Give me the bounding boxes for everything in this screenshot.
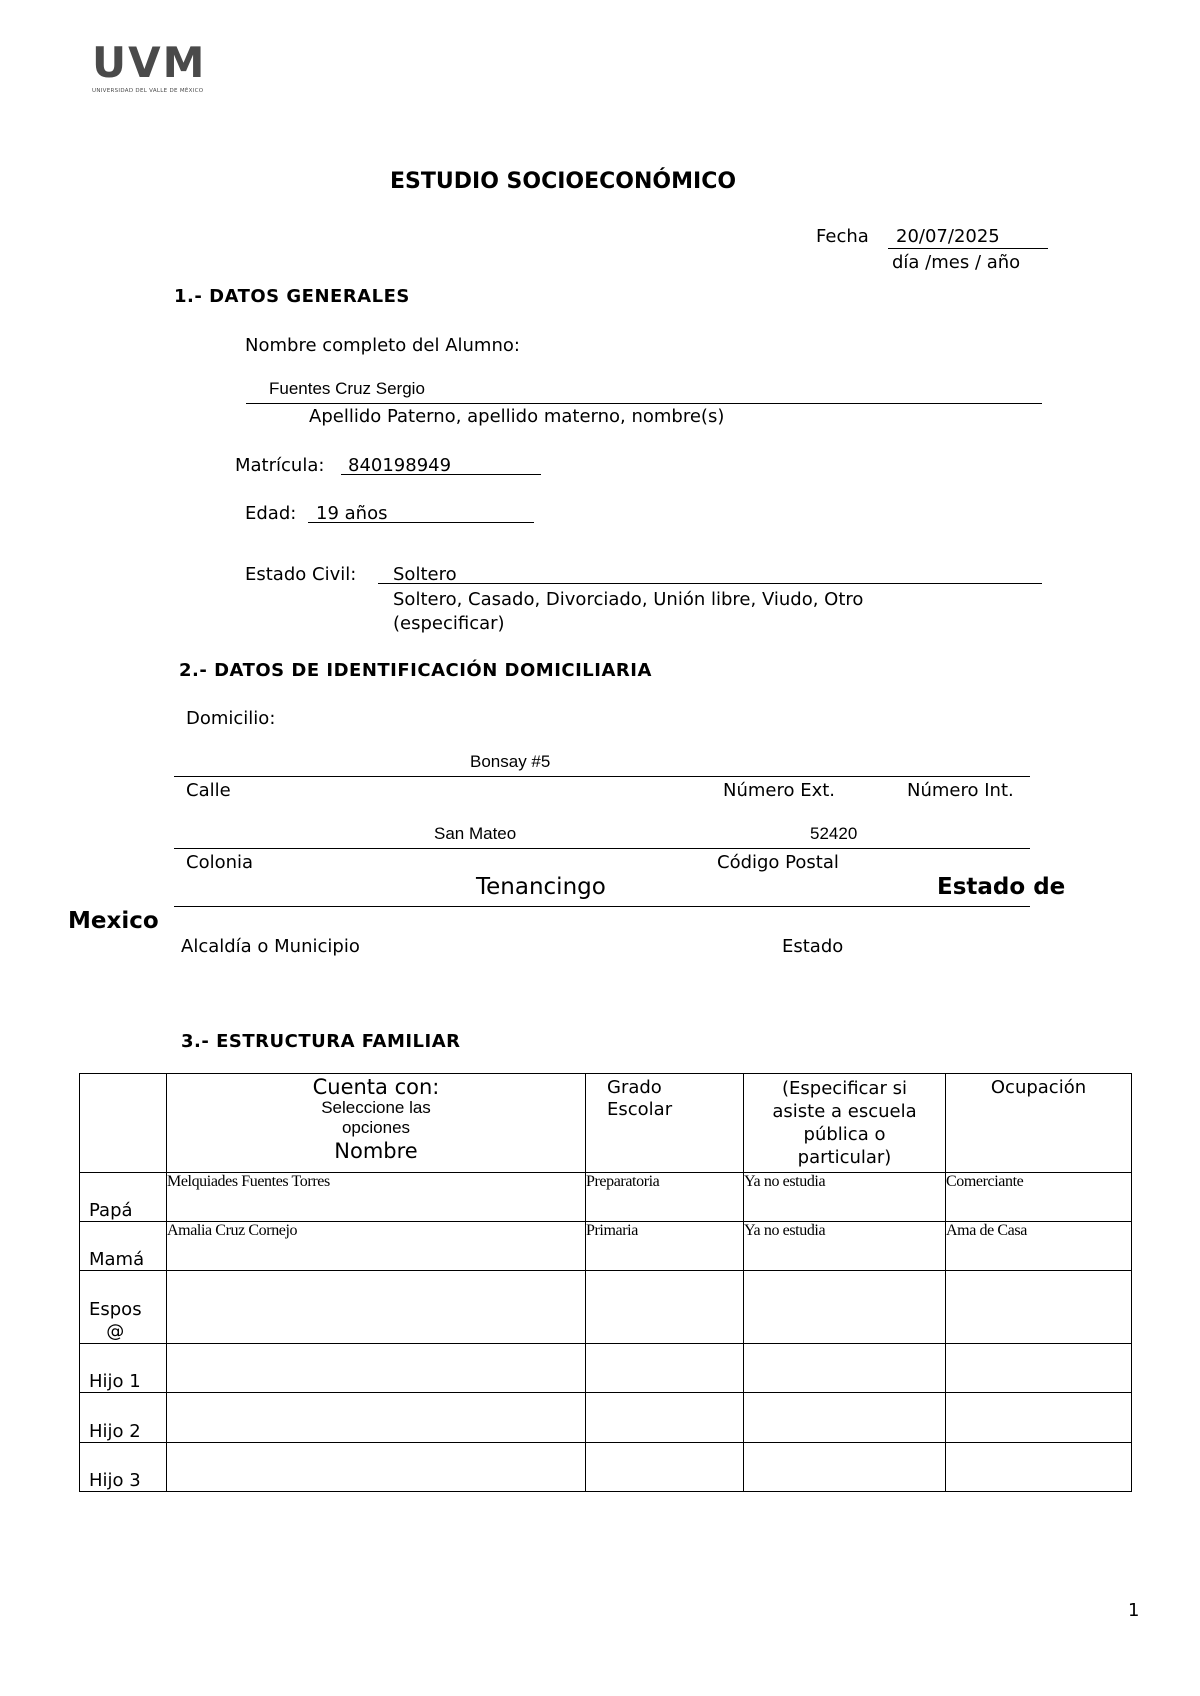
row-label-text-2: @ xyxy=(106,1321,125,1342)
row-label-text: Papá xyxy=(89,1200,133,1221)
hijo3-escuela xyxy=(744,1443,946,1492)
num-ext-label: Número Ext. xyxy=(723,780,836,801)
estado-value-part2: Mexico xyxy=(68,908,159,934)
header-seleccione-1: Seleccione las xyxy=(321,1098,431,1117)
matricula-underline xyxy=(341,474,541,475)
hijo2-ocupacion xyxy=(946,1393,1132,1443)
table-header-row xyxy=(80,1074,1132,1173)
esposo-nombre xyxy=(167,1271,586,1344)
hijo1-ocupacion xyxy=(946,1344,1132,1393)
row-label-hijo3 xyxy=(80,1443,167,1492)
header-nombre-label: Nombre xyxy=(334,1139,418,1163)
estado-civil-value: Soltero xyxy=(393,564,457,585)
fecha-label: Fecha xyxy=(816,226,869,247)
table-row xyxy=(80,1173,1132,1222)
hijo1-escuela xyxy=(744,1344,946,1393)
row-label-text: Mamá xyxy=(89,1249,145,1270)
header-grado-2: Escolar xyxy=(607,1099,673,1120)
edad-label: Edad: xyxy=(245,503,297,524)
hijo1-grado xyxy=(586,1344,744,1393)
edad-underline xyxy=(308,522,534,523)
matricula-label: Matrícula: xyxy=(235,455,325,476)
fecha-value: 20/07/2025 xyxy=(896,226,1000,247)
table-row xyxy=(80,1393,1132,1443)
row-label-text: Hijo 1 xyxy=(89,1371,141,1392)
colonia-value: San Mateo xyxy=(434,824,517,843)
domicilio-label: Domicilio: xyxy=(186,708,276,729)
hijo3-grado xyxy=(586,1443,744,1492)
table-row xyxy=(80,1271,1132,1344)
family-table xyxy=(79,1073,1132,1492)
edad-value: 19 años xyxy=(316,503,388,524)
hijo3-ocupacion xyxy=(946,1443,1132,1492)
hijo1-nombre xyxy=(167,1344,586,1393)
esposo-ocupacion xyxy=(946,1271,1132,1344)
row-label-text-1: Espos xyxy=(89,1299,142,1320)
section2-heading: 2.- DATOS DE IDENTIFICACIÓN DOMICILIARIA xyxy=(179,660,652,681)
nombre-value: Fuentes Cruz Sergio xyxy=(269,379,425,398)
fecha-underline xyxy=(888,248,1048,249)
nombre-label: Nombre completo del Alumno: xyxy=(245,335,520,356)
estado-civil-hint-2: (especificar) xyxy=(393,613,505,634)
num-int-label: Número Int. xyxy=(907,780,1014,801)
fecha-hint: día /mes / año xyxy=(892,252,1021,273)
mama-grado: Primaria xyxy=(586,1222,744,1271)
municipio-label: Alcaldía o Municipio xyxy=(181,936,360,957)
logo-text: UVM xyxy=(92,38,207,87)
hijo2-grado xyxy=(586,1393,744,1443)
hijo3-nombre xyxy=(167,1443,586,1492)
row-label-text: Hijo 2 xyxy=(89,1421,141,1442)
mama-escuela: Ya no estudia xyxy=(744,1222,946,1271)
uvm-logo xyxy=(92,38,232,94)
esposo-grado xyxy=(586,1271,744,1344)
header-seleccione-2: opciones xyxy=(341,1118,411,1137)
row-label-hijo2 xyxy=(80,1393,167,1443)
colonia-label: Colonia xyxy=(186,852,254,873)
table-header-empty xyxy=(80,1074,167,1173)
table-row xyxy=(80,1222,1132,1271)
section1-heading: 1.- DATOS GENERALES xyxy=(174,286,410,307)
hijo2-escuela xyxy=(744,1393,946,1443)
papa-escuela: Ya no estudia xyxy=(744,1173,946,1222)
esposo-escuela xyxy=(744,1271,946,1344)
nombre-line xyxy=(246,403,1042,404)
table-row xyxy=(80,1344,1132,1393)
row-label-text: Hijo 3 xyxy=(89,1470,141,1491)
header-ocupacion xyxy=(946,1074,1132,1173)
estado-civil-label: Estado Civil: xyxy=(245,564,357,585)
header-nombre xyxy=(167,1074,586,1173)
mama-nombre: Amalia Cruz Cornejo xyxy=(167,1222,586,1271)
calle-label: Calle xyxy=(186,780,231,801)
matricula-value: 840198949 xyxy=(348,455,452,476)
header-esp-3: pública o xyxy=(803,1124,886,1145)
header-grado-1: Grado xyxy=(607,1077,662,1098)
estado-civil-hint-1: Soltero, Casado, Divorciado, Unión libre, Viudo, Otro xyxy=(393,589,864,610)
mama-ocupacion: Ama de Casa xyxy=(946,1222,1132,1271)
colonia-line xyxy=(174,848,1030,849)
page-number: 1 xyxy=(1128,1600,1140,1621)
hijo2-nombre xyxy=(167,1393,586,1443)
papa-grado: Preparatoria xyxy=(586,1173,744,1222)
header-esp-4: particular) xyxy=(797,1147,892,1168)
header-grado xyxy=(586,1074,744,1173)
calle-line xyxy=(174,776,1030,777)
municipio-value: Tenancingo xyxy=(476,874,606,900)
nombre-hint: Apellido Paterno, apellido materno, nombre(s) xyxy=(309,406,725,427)
estado-value-part1: Estado de xyxy=(937,874,1066,900)
section3-heading: 3.- ESTRUCTURA FAMILIAR xyxy=(181,1031,461,1052)
row-label-mama xyxy=(80,1222,167,1271)
cp-label: Código Postal xyxy=(717,852,839,873)
estado-label: Estado xyxy=(782,936,844,957)
table-row xyxy=(80,1443,1132,1492)
page-title: ESTUDIO SOCIOECONÓMICO xyxy=(390,169,737,194)
papa-nombre: Melquiades Fuentes Torres xyxy=(167,1173,586,1222)
row-label-hijo1 xyxy=(80,1344,167,1393)
header-ocupacion-label: Ocupación xyxy=(990,1077,1087,1098)
municipio-line xyxy=(174,906,1030,907)
calle-value: Bonsay #5 xyxy=(470,752,551,771)
row-label-esposo xyxy=(80,1271,167,1344)
papa-ocupacion: Comerciante xyxy=(946,1173,1132,1222)
header-esp-2: asiste a escuela xyxy=(772,1101,917,1122)
estado-civil-line xyxy=(378,583,1042,584)
header-escuela xyxy=(744,1074,946,1173)
logo-subtitle: UNIVERSIDAD DEL VALLE DE MÉXICO xyxy=(92,88,204,94)
cp-value: 52420 xyxy=(810,824,858,843)
header-esp-1: (Especificar si xyxy=(782,1078,907,1099)
row-label-papa xyxy=(80,1173,167,1222)
header-cuenta-con: Cuenta con: xyxy=(312,1075,440,1099)
